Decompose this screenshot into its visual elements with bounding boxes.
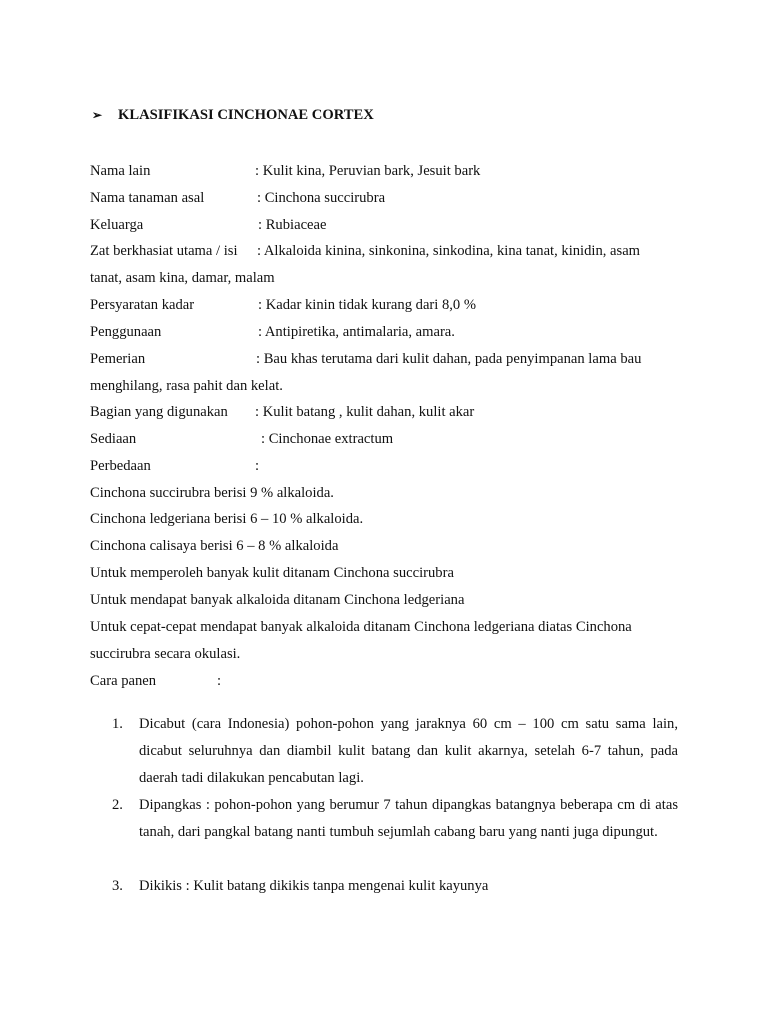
- list-text: Dikikis : Kulit batang dikikis tanpa mengenai kulit kayunya: [139, 878, 489, 894]
- field-value-persyaratan: : Kadar kinin tidak kurang dari 8,0 %: [258, 297, 477, 313]
- field-label-sediaan: Sediaan: [90, 431, 137, 447]
- list-text: Dicabut (cara Indonesia) pohon-pohon yang jaraknya 60 cm – 100 cm satu sama lain, dicabut seluruhnya dan diambil kulit batang dan kulit akarnya, setelah 6-7 tahun, pada daerah tadi dilakukan pencabutan lagi.: [139, 716, 678, 786]
- field-label-bagian: Bagian yang digunakan: [90, 404, 228, 420]
- list-number: 3.: [112, 878, 123, 894]
- list-item: [112, 873, 678, 900]
- list-number: 2.: [112, 797, 123, 813]
- field-label-persyaratan: Persyaratan kadar: [90, 297, 195, 313]
- field-value-nama-tanaman: : Cinchona succirubra: [257, 190, 386, 206]
- field-label-perbedaan: Perbedaan: [90, 458, 151, 474]
- field-label-zat: Zat berkhasiat utama / isi: [90, 243, 238, 259]
- field-value-keluarga: : Rubiaceae: [258, 217, 327, 233]
- section-title: KLASIFIKASI CINCHONAE CORTEX: [118, 107, 374, 123]
- field-value-zat-continued: tanat, asam kina, damar, malam: [90, 270, 275, 286]
- list-item: [112, 711, 678, 792]
- text-line: Cinchona succirubra berisi 9 % alkaloida.: [90, 485, 334, 501]
- field-label-nama-lain: Nama lain: [90, 163, 151, 179]
- text-line: Cinchona ledgeriana berisi 6 – 10 % alkaloida.: [90, 511, 364, 527]
- text-line: Untuk memperoleh banyak kulit ditanam Cinchona succirubra: [90, 565, 454, 581]
- field-label-penggunaan: Penggunaan: [90, 324, 162, 340]
- field-value-pemerian-continued: menghilang, rasa pahit dan kelat.: [90, 378, 283, 394]
- list-item: [112, 792, 678, 873]
- field-label-pemerian: Pemerian: [90, 351, 146, 367]
- arrow-bullet-icon: ➢: [92, 108, 103, 122]
- text-line: Cinchona calisaya berisi 6 – 8 % alkaloida: [90, 538, 339, 554]
- field-label-nama-tanaman: Nama tanaman asal: [90, 190, 205, 206]
- text-line: succirubra secara okulasi.: [90, 646, 241, 662]
- field-value-perbedaan: :: [255, 458, 260, 474]
- field-value-pemerian: : Bau khas terutama dari kulit dahan, pada penyimpanan lama bau: [256, 351, 642, 367]
- text-line: Untuk mendapat banyak alkaloida ditanam Cinchona ledgeriana: [90, 592, 465, 608]
- text-line: Untuk cepat-cepat mendapat banyak alkaloida ditanam Cinchona ledgeriana diatas Cinchona: [90, 619, 632, 635]
- list-text: Dipangkas : pohon-pohon yang berumur 7 tahun dipangkas batangnya beberapa cm di atas tanah, dari pangkal batang nanti tumbuh sejumlah cabang baru yang nanti juga dipungut.: [139, 797, 678, 840]
- field-value-bagian: : Kulit batang , kulit dahan, kulit akar: [255, 404, 475, 420]
- field-value-cara-panen: :: [217, 673, 222, 689]
- field-value-sediaan: : Cinchonae extractum: [261, 431, 394, 447]
- field-value-nama-lain: : Kulit kina, Peruvian bark, Jesuit bark: [255, 163, 481, 179]
- field-value-zat: : Alkaloida kinina, sinkonina, sinkodina, kina tanat, kinidin, asam: [257, 243, 641, 259]
- field-label-cara-panen: Cara panen: [90, 673, 157, 689]
- field-label-keluarga: Keluarga: [90, 217, 144, 233]
- field-value-penggunaan: : Antipiretika, antimalaria, amara.: [258, 324, 455, 340]
- list-number: 1.: [112, 716, 123, 732]
- section-heading: [92, 107, 374, 124]
